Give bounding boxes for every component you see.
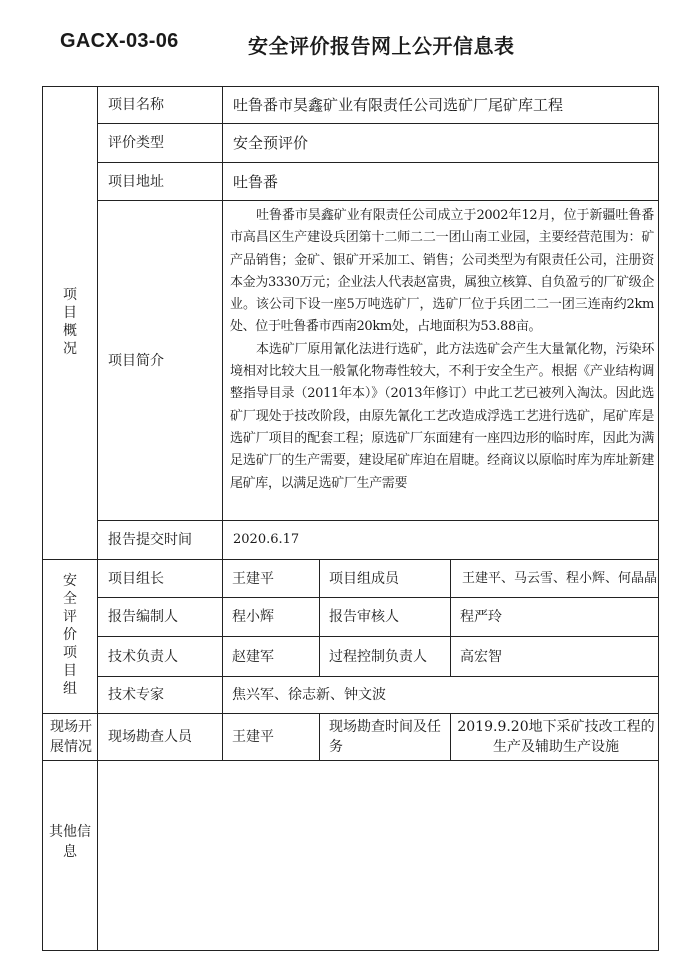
section-label-overview: 项目概况: [63, 287, 77, 357]
leader-label: 项目组长: [108, 570, 164, 587]
author-value: 程小辉: [232, 609, 274, 625]
time-task-value: 2019.9.20地下采矿技改工程的生产及辅助生产设施: [457, 719, 655, 755]
experts-value: 焦兴军、徐志新、钟文波: [232, 687, 386, 703]
reviewer-label: 报告审核人: [329, 609, 399, 625]
time-task-label: 现场勘查时间及任务: [329, 719, 441, 755]
surveyor-label: 现场勘查人员: [108, 729, 192, 745]
intro-text: [230, 205, 654, 495]
reviewer-value: 程严玲: [460, 609, 502, 625]
members-value: 王建平、马云雪、程小辉、何晶晶: [462, 570, 658, 586]
form-code: GACX-03-06: [60, 30, 179, 52]
process-lead-value: 高宏智: [460, 648, 502, 665]
members-label: 项目组成员: [329, 570, 399, 587]
address-value: 吐鲁番: [233, 172, 279, 191]
intro-paragraph: 本选矿厂原用氰化法进行选矿，此方法选矿会产生大量氰化物，污染环境相对比较大且一般氰化物毒性较大，不利于安全生产。根据《产业结构调整指导目录（2011年本）》（2013年修订）中此工艺已被列入淘汰。因此选矿厂现处于技改阶段，由原先氰化工艺改造成浮选工艺进行选矿，尾矿库是选矿厂项目的配套工程；原选矿厂东面建有一座四边形的临时库，因此为满足选矿厂的生产需要，建设尾矿库迫在眉睫。经商议以原临时库为库址新建尾矿库，以满足选矿厂生产需要: [230, 341, 654, 491]
section-label-team: 安全评价项目组: [63, 573, 77, 697]
leader-value: 王建平: [232, 570, 274, 587]
address-label: 项目地址: [108, 173, 164, 190]
eval-type-value: 安全预评价: [233, 134, 309, 152]
section-label-site: 现场开展情况: [50, 719, 92, 755]
process-lead-label: 过程控制负责人: [329, 648, 427, 665]
page-title: 安全评价报告网上公开信息表: [248, 34, 515, 58]
submit-time-label: 报告提交时间: [108, 532, 192, 548]
project-name-value: 吐鲁番市昊鑫矿业有限责任公司选矿厂尾矿库工程: [233, 96, 564, 114]
tech-lead-value: 赵建军: [232, 648, 274, 665]
other-info-content: [98, 761, 658, 950]
author-label: 报告编制人: [108, 609, 178, 625]
expert-label: 技术专家: [108, 687, 164, 703]
surveyor-value: 王建平: [232, 729, 274, 745]
intro-paragraph: 吐鲁番市昊鑫矿业有限责任公司成立于2002年12月，位于新疆吐鲁番市高昌区生产建设兵团第十二师二二一团山南工业园，主要经营范围为：矿产品销售；金矿、银矿开采加工、销售；公司类型为有限责任公司，注册资本金为3330万元；企业法人代表赵富贵，属独立核算、自负盈亏的厂矿级企业。该公司下设一座5万吨选矿厂，选矿厂位于兵团二二一团三连南约2km处、位于吐鲁番市西南20km处，占地面积为53.88亩。: [230, 208, 654, 335]
tech-lead-label: 技术负责人: [108, 648, 178, 665]
eval-type-label: 评价类型: [108, 135, 164, 151]
section-label-other: 其他信息: [49, 824, 91, 860]
submit-time-value: 2020.6.17: [233, 532, 300, 547]
project-name-label: 项目名称: [108, 97, 164, 113]
intro-label: 项目简介: [108, 352, 164, 369]
